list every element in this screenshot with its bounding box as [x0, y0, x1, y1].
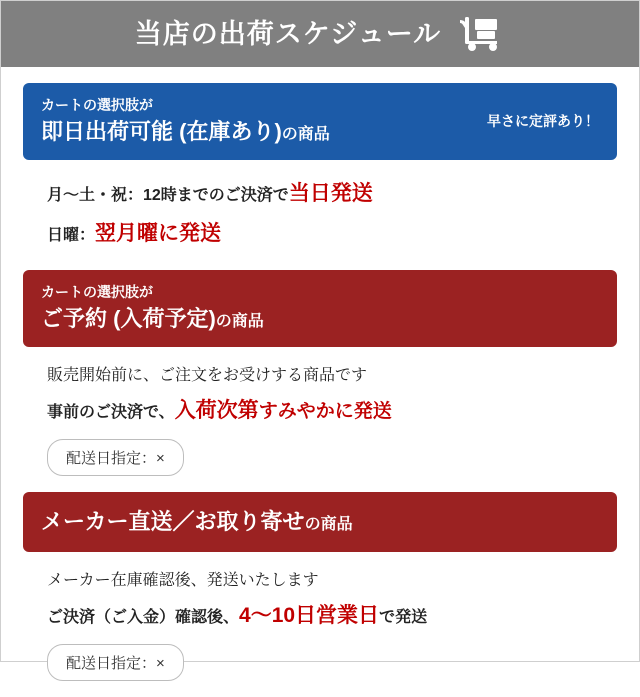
- detail-line-emphasis: 翌月曜に発送: [95, 221, 222, 245]
- delivery-date-badge: 配送日指定：×: [47, 644, 184, 681]
- band-direct-shipping-main: [41, 506, 353, 538]
- detail-line-prefix: 日曜：: [47, 226, 96, 244]
- hand-truck-icon: [457, 17, 505, 51]
- content-area: [1, 67, 639, 697]
- band-in-stock-sub: カートの選択肢が: [41, 97, 153, 113]
- detail-line-suffix: で発送: [379, 609, 428, 627]
- band-reservation: [23, 270, 617, 347]
- band-direct-shipping: [23, 492, 617, 552]
- detail-line-prefix: 事前のご決済で、: [47, 403, 175, 421]
- detail-in-stock: [23, 160, 617, 270]
- detail-reservation: [23, 347, 617, 492]
- band-in-stock-note: 早さに定評あり！: [487, 113, 599, 130]
- page-title: 当店の出荷スケジュール: [134, 18, 442, 49]
- band-reservation-sub: カートの選択肢が: [41, 283, 153, 300]
- detail-line: [47, 174, 607, 214]
- band-reservation-text: [41, 282, 264, 335]
- detail-line-prefix: 販売開始前に、ご注文をお受けする商品です: [47, 366, 368, 384]
- band-in-stock-main: [41, 116, 330, 148]
- band-in-stock-main-text: 即日出荷可能 (在庫あり): [41, 119, 282, 144]
- delivery-date-badge: 配送日指定：×: [47, 439, 184, 476]
- band-direct-shipping-text: [41, 506, 353, 538]
- band-reservation-main: [41, 303, 264, 335]
- detail-line: [47, 596, 607, 636]
- detail-line: [47, 361, 607, 391]
- band-reservation-main-text: ご予約 (入荷予定): [41, 305, 216, 331]
- band-direct-shipping-main-suffix: の商品: [304, 515, 353, 533]
- detail-line: [47, 391, 607, 431]
- band-in-stock: [23, 83, 617, 160]
- detail-line-prefix: 月〜土・祝：12時までのご決済で: [47, 186, 289, 204]
- detail-line-prefix: ご決済（ご入金）確認後、: [47, 609, 240, 627]
- detail-line-prefix: メーカー在庫確認後、発送いたします: [47, 571, 319, 589]
- detail-line-emphasis: 入荷次第: [174, 398, 259, 422]
- detail-direct-shipping: [23, 552, 617, 697]
- detail-line: [47, 566, 607, 596]
- band-direct-shipping-main-text: メーカー直送／お取り寄せ: [41, 508, 305, 534]
- detail-line: [47, 214, 607, 254]
- band-reservation-main-suffix: の商品: [215, 312, 264, 330]
- band-in-stock-main-suffix: の商品: [281, 126, 330, 143]
- page-header: [1, 1, 639, 67]
- detail-line-emphasis: 当日発送: [288, 181, 373, 205]
- band-in-stock-text: [41, 95, 330, 148]
- detail-line-suffix: すみやかに発送: [258, 400, 392, 422]
- detail-line-emphasis: 4〜10日営業日: [239, 604, 380, 628]
